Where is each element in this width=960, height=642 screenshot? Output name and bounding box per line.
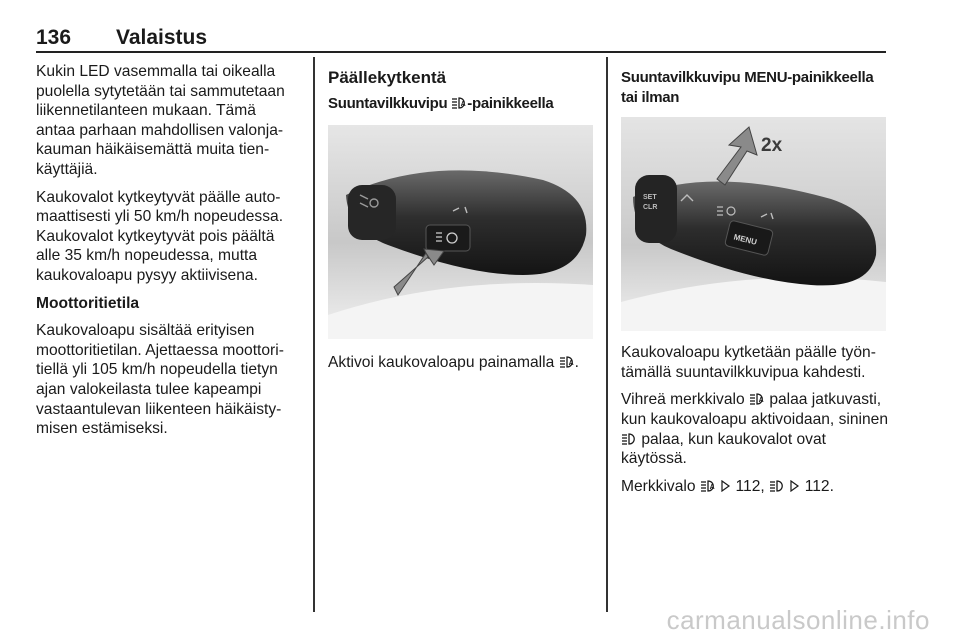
high-beam-assist-icon (559, 356, 575, 368)
figure-stalk-push (621, 117, 886, 331)
reference-arrow-icon[interactable] (789, 480, 800, 492)
reference-arrow-icon[interactable] (720, 480, 731, 492)
section-title: Päällekytkentä (328, 68, 447, 87)
paragraph-push-twice: Kaukovaloapu kytketään päälle työntämällä suuntavilkkuvipua kahdesti. (621, 344, 876, 381)
paragraph-motorway: Kaukovaloapu sisältää erityisen moottoritietilan. Ajettaessa moottoritiellä yli 105 km/h nopeudella tietyn ajan valokeilasta tulee kapeampi vastaantulevan liikenteen häikäistymisen estämiseksi. (36, 322, 284, 438)
caption-activate: Aktivoi kaukovaloapu painamalla A . (328, 354, 579, 372)
subheading-motorway: Moottoritietila (36, 294, 140, 312)
svg-text:SET: SET (643, 194, 657, 202)
watermark: carmanualsonline.info (666, 605, 930, 635)
figure-2x-label: 2x (761, 135, 783, 157)
high-beam-assist-icon (700, 480, 716, 492)
paragraph-led: Kukin LED vasemmalla tai oikealla puolella sytytetään tai sammutetaan liikennetilanteen mukaan. Tämä antaa parhaan mahdollisen valonjakauman häikäisemättä muita tienkäyttäjiä. (36, 63, 285, 178)
image-heading-button: Suuntavilkkuvipu A -painikkeella (328, 94, 554, 112)
image-heading-menu: Suuntavilkkuvipu MENU-painikkeella tai ilman (621, 69, 874, 106)
high-beam-icon (769, 480, 785, 492)
svg-text:A: A (460, 100, 466, 108)
page-header (36, 26, 886, 52)
page-number: 136 (36, 26, 72, 49)
column-3 (621, 62, 889, 504)
high-beam-assist-icon (749, 393, 765, 405)
high-beam-icon (621, 433, 637, 445)
paragraph-indicator: Vihreä merkkivalo A palaa jatkuvasti, kun kaukovaloapu aktivoidaan, sininen palaa, kun kaukovalot ovat käytössä. (621, 391, 889, 468)
chapter-title: Valaistus (116, 26, 208, 49)
column-divider-2 (606, 57, 608, 612)
column-divider-1 (313, 57, 315, 612)
figure-menu-label: MENU (732, 232, 758, 248)
svg-text:A: A (568, 360, 574, 368)
high-beam-assist-icon (451, 97, 467, 109)
svg-text:A: A (758, 397, 764, 405)
svg-text:A: A (709, 483, 715, 491)
column-1 (36, 62, 298, 447)
paragraph-auto-highbeam: Kaukovalot kytkeytyvät päälle automaattisesti yli 50 km/h nopeudessa. Kaukovalot kytkeytyvät pois päältä alle 35 km/h nopeudessa, mutta kaukovaloapu pysyy aktiivisena. (36, 188, 284, 284)
paragraph-reference: Merkkivalo A 112, 112. (621, 477, 834, 495)
column-2 (328, 62, 596, 381)
figure-stalk-button (328, 125, 593, 339)
svg-text:CLR: CLR (643, 204, 658, 212)
header-divider (36, 51, 886, 53)
